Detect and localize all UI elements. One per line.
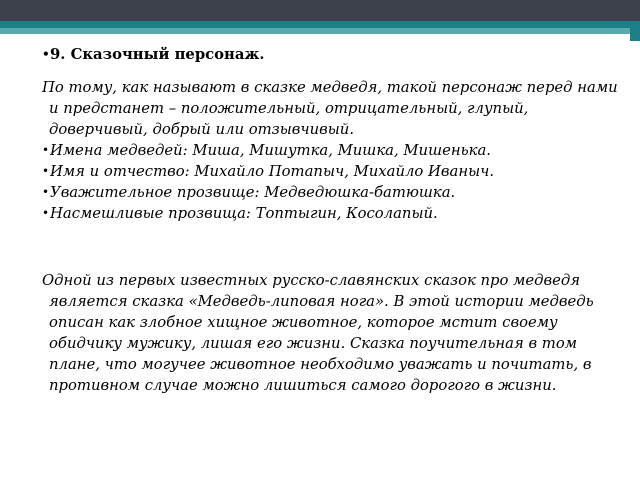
- slide-content: [42, 44, 622, 396]
- top-bar: [0, 0, 640, 21]
- bullet-item: • Имя и отчество: Михайло Потапыч, Михайло Иваныч.: [42, 161, 622, 182]
- bullet-item: • Имена медведей: Миша, Мишутка, Мишка, Мишенька.: [42, 140, 622, 161]
- intro-paragraph: По тому, как называют в сказке медведя, такой персонаж перед нами и предстанет – положительный, отрицательный, глупый, доверчивый, добрый или отзывчивый.: [42, 79, 618, 138]
- corner-accent: [630, 21, 640, 41]
- accent-stripe-light: [0, 28, 640, 34]
- slide-heading: • 9. Сказочный персонаж.: [42, 44, 622, 65]
- bullet-item: • Насмешливые прозвища: Топтыгин, Косолапый.: [42, 203, 622, 224]
- story-paragraph: Одной из первых известных русско-славянских сказок про медведя является сказка «Медведь-липовая нога». В этой истории медведь описан как злобное хищное животное, которое мстит своему обидчику мужику, лишая его жизни. Сказка поучительная в том плане, что могучее животное необходимо уважать и почитать, в противном случае можно лишиться самого дорогого в жизни.: [42, 272, 594, 394]
- bullet-item: • Уважительное прозвище: Медведюшка-батюшка.: [42, 182, 622, 203]
- accent-stripe: [0, 21, 640, 28]
